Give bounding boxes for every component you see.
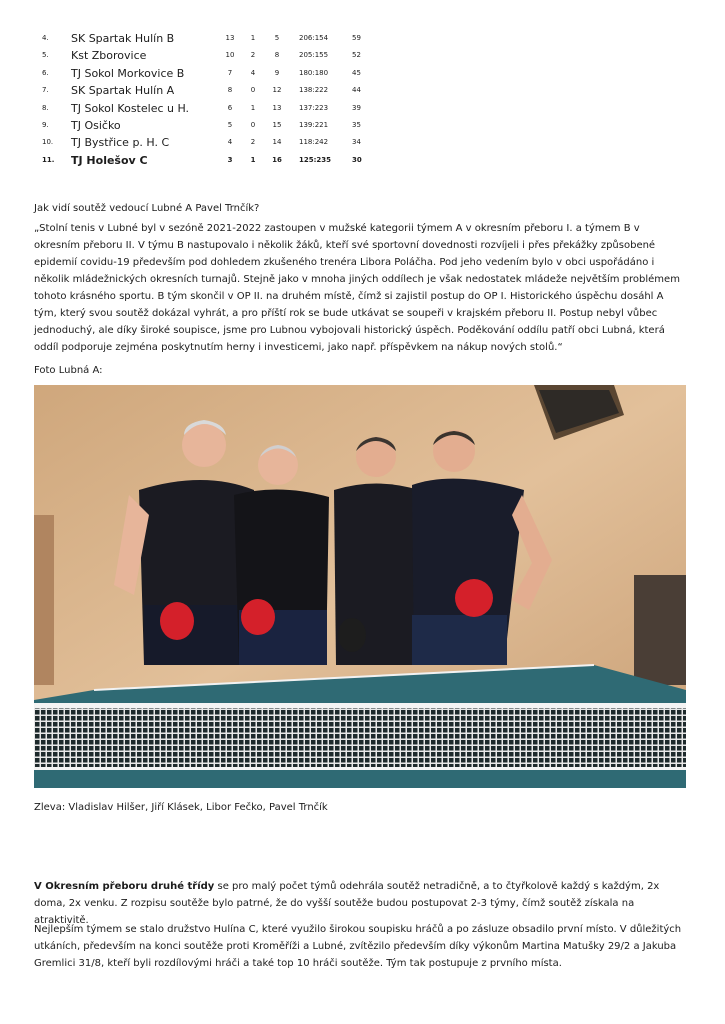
standings-team: SK Spartak Hulín B (71, 32, 175, 45)
standings-row (34, 82, 374, 99)
standings-points: 30 (352, 155, 362, 164)
standings-losses: 12 (272, 86, 282, 95)
team-photo-image (34, 385, 686, 788)
standings-team: TJ Osičko (71, 118, 121, 132)
standings-team: TJ Sokol Morkovice B (71, 66, 185, 80)
standings-rank: 6. (42, 68, 49, 77)
standings-rank: 9. (42, 120, 49, 129)
standings-row (34, 47, 374, 64)
standings-points: 45 (352, 68, 361, 77)
standings-points: 59 (352, 34, 361, 42)
standings-rows (34, 30, 374, 169)
standings-wins: 8 (227, 86, 233, 95)
standings-wins: 10 (225, 51, 235, 60)
standings-losses: 8 (274, 51, 280, 60)
standings-team: Kst Zborovice (71, 49, 147, 63)
standings-rank: 10. (42, 138, 54, 147)
standings-wins: 5 (227, 120, 233, 129)
paragraph-op2-body: se pro malý počet týmů odehrála soutěž netradičně, a to čtyřkolově každý s každým, 2x doma, 2x venku. Z rozpisu soutěže bylo patrné, že do vyšší soutěže budou postupovat 2-3 týmy, čímž soutěž získala na atraktivitě. (34, 881, 660, 926)
standings-rank: 7. (42, 86, 49, 95)
standings-rank: 8. (42, 103, 49, 112)
standings-row (34, 134, 374, 151)
standings-rank: 11. (42, 155, 55, 164)
standings-team: TJ Sokol Kostelec u H. (71, 101, 190, 115)
standings-draws: 2 (250, 51, 256, 60)
paragraph-winner: Nejlepším týmem se stalo družstvo Hulína C, které využilo širokou soupisku hráčů a po zásluze obsadilo první místo. V důležitých utkáních, především na konci soutěže proti Kroměříži a Lubné, zvítězilo především díky výkonům Martina Matušky 29/2 a Jakuba Gremlici 31/8, kteří byli rozdílovými hráči a také top 10 hráči soutěže. Tým tak postupuje z prvního místa. (34, 924, 682, 969)
standings-draws: 1 (250, 103, 256, 112)
standings-score: 118:242 (299, 138, 329, 147)
quote-paragraph: „Stolní tenis v Lubné byl v sezóně 2021-2022 zastoupen v mužské kategorii týmem A v okresním přeboru I. a týmem B v okresním přeboru II. V týmu B nastupovalo i několik žáků, kteří své sportovní dovednosti rozvíjeli i přes překážky způsobené epidemií covidu-19 především pod dohledem zkušeného trenéra Libora Poláčha. Pod jeho vedením bylo v obci uspořádáno i několik mládežnických okresních turnajů. Stejně jako v mnoha jiných oddílech je však nedostatek mládeže největším problémem tohoto krásného sportu. B tým skončil v OP II. na druhém místě, čímž si zajistil postup do OP I. Historického úspěchu dosáhl A tým, který svou soutěž dokázal vyhrát, a pro příští rok se bude utkávat se soupeři v krajském přeboru II. Postup nebyl vůbec jednoduchý, ale díky široké soupisce, jsme pro Lubnou vybojovali historický úspěch. Poděkování oddílu patří obci Lubná, která oddíl podporuje zejména poskytnutím herny i investicemi, jako např. příspěvkem na nákup nových stolů.“ (34, 223, 680, 353)
standings-draws: 1 (250, 155, 256, 164)
standings-points: 39 (352, 103, 361, 112)
standings-score: 138:222 (299, 86, 329, 95)
standings-score: 205:155 (299, 51, 329, 60)
standings-score: 139:221 (299, 120, 329, 129)
standings-team: TJ Bystřice p. H. C (71, 136, 170, 150)
standings-table (34, 30, 374, 169)
standings-draws: 0 (250, 120, 256, 129)
standings-row (34, 30, 374, 47)
standings-team: SK Spartak Hulín A (71, 84, 175, 98)
standings-score: 180:180 (299, 68, 329, 77)
standings-wins: 4 (227, 138, 233, 147)
standings-row (34, 152, 374, 169)
standings-row (34, 65, 374, 82)
standings-points: 34 (352, 138, 361, 147)
standings-score: 206:154 (299, 34, 329, 42)
standings-wins: 13 (225, 34, 235, 42)
standings-losses: 13 (272, 103, 282, 112)
photo-label: Foto Lubná A: (34, 365, 103, 376)
standings-score: 125:235 (299, 155, 332, 164)
standings-points: 44 (352, 86, 361, 95)
team-photo (34, 385, 686, 788)
standings-losses: 15 (272, 120, 282, 129)
standings-losses: 5 (274, 34, 280, 42)
standings-losses: 14 (272, 138, 282, 147)
standings-wins: 7 (227, 68, 233, 77)
standings-draws: 4 (250, 68, 256, 77)
standings-wins: 6 (227, 103, 233, 112)
standings-rank: 4. (42, 34, 49, 42)
standings-row (34, 100, 374, 117)
standings-draws: 0 (250, 86, 256, 95)
standings-points: 52 (352, 51, 361, 60)
standings-losses: 9 (274, 68, 280, 77)
standings-row (34, 117, 374, 134)
standings-points: 35 (352, 120, 361, 129)
interview-question: Jak vidí soutěž vedoucí Lubné A Pavel Trnčík? (34, 203, 260, 214)
photo-caption: Zleva: Vladislav Hilšer, Jiří Klásek, Libor Fečko, Pavel Trnčík (34, 802, 328, 813)
paragraph-op2-lead: V Okresním přeboru druhé třídy (34, 881, 215, 892)
standings-wins: 3 (227, 155, 233, 164)
standings-losses: 16 (272, 155, 282, 164)
standings-draws: 1 (250, 34, 256, 42)
standings-team: TJ Holešov C (71, 153, 148, 167)
standings-score: 137:223 (299, 103, 329, 112)
standings-rank: 5. (42, 51, 49, 60)
standings-draws: 2 (250, 138, 256, 147)
